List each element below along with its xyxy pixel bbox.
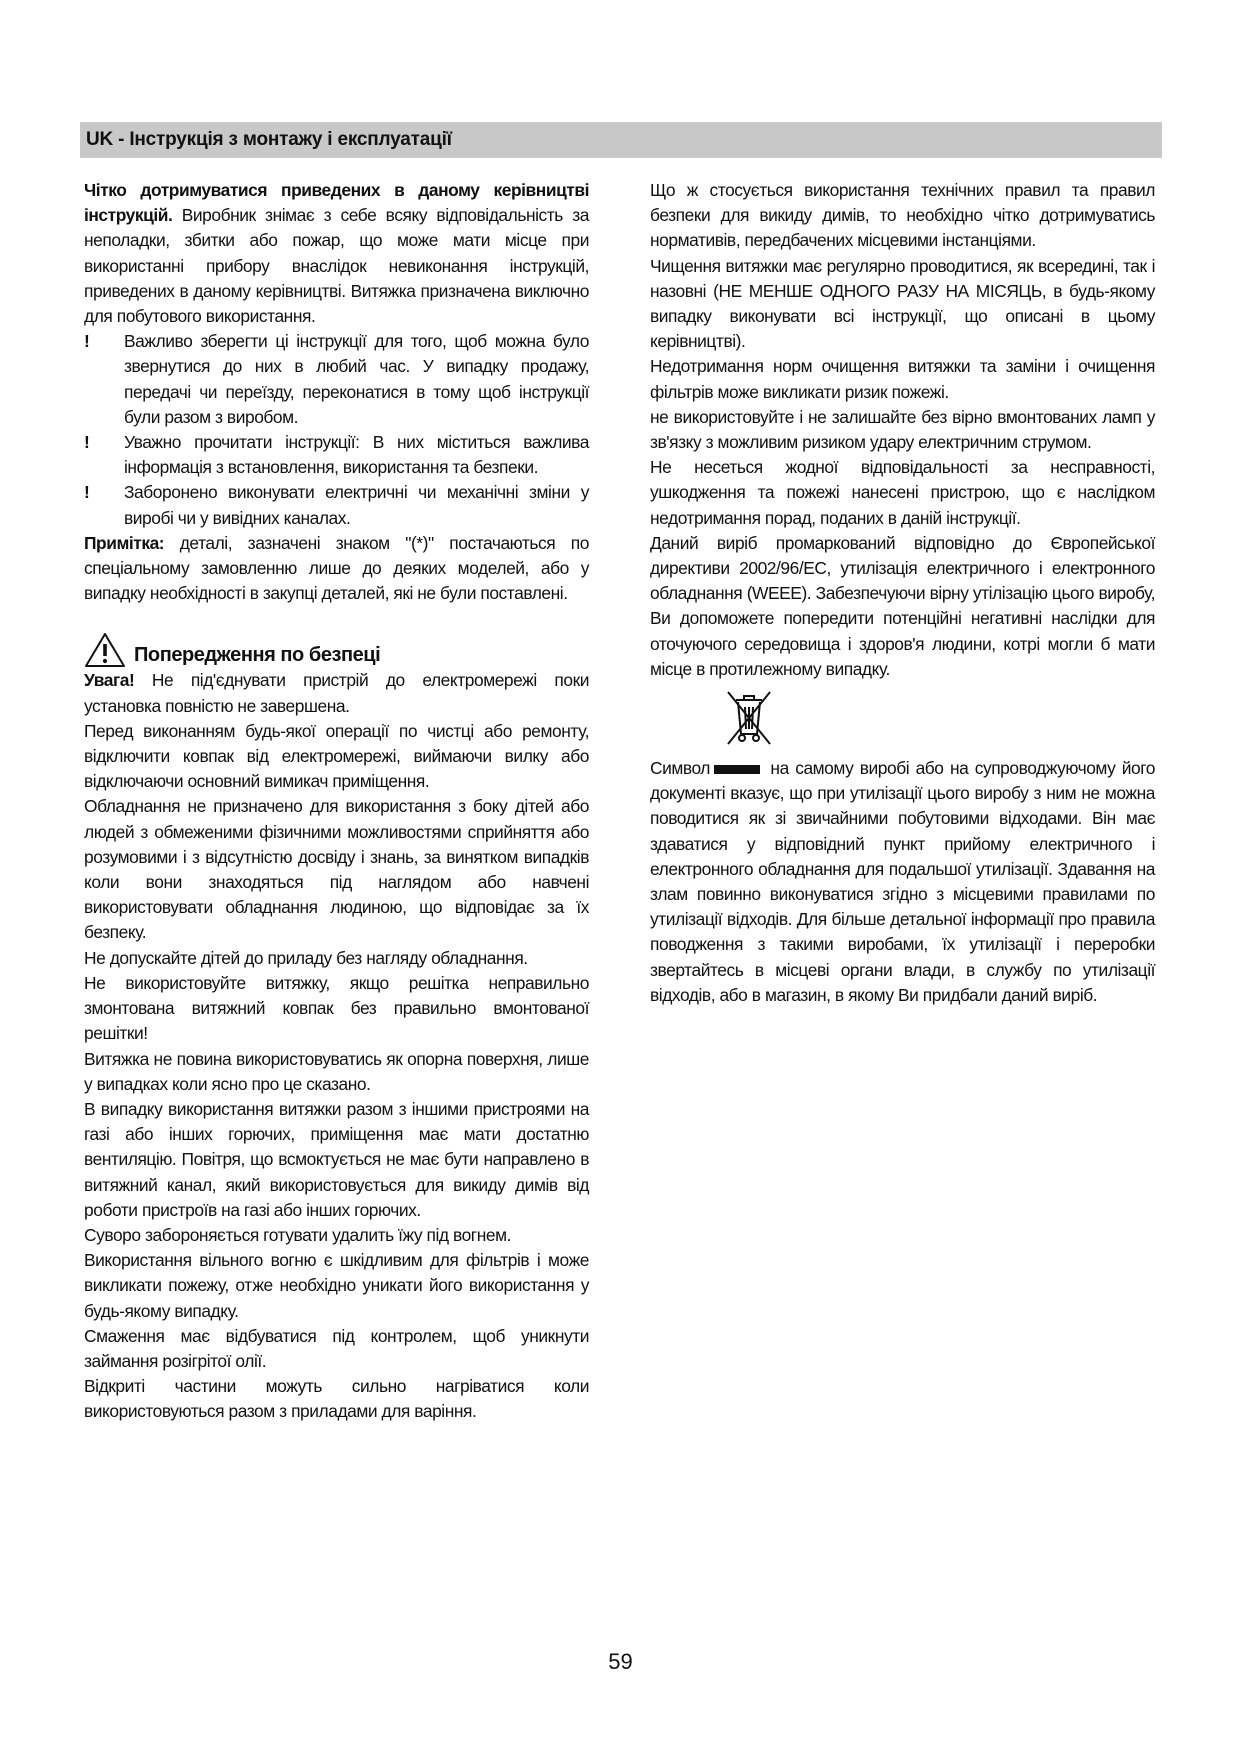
safety-paragraph: Перед виконанням будь-якої операції по чистці або ремонту, відключити ковпак від електромережі, виймаючи вилку або відключаючи основний вимикач приміщення. bbox=[84, 720, 589, 792]
info-paragraph: Недотримання норм очищення витяжки та заміни і очищення фільтрів може викликати ризик пожежі. bbox=[650, 356, 1155, 402]
info-paragraph: Даний виріб промаркований відповідно до Європейської директиви 2002/96/ЕС, утилізація електричного і електронного обладнання (WEEE). Забезпечуючи вірну утілізацію цього виробу, Ви допоможете попередити потенційні негативні наслідки для оточуючого середовища і здоров'я людини, котрі могли б мати місце в протилежному випадку. bbox=[650, 532, 1155, 679]
safety-heading-text: Попередження по безпеці bbox=[134, 644, 381, 667]
right-column bbox=[650, 178, 1155, 1008]
bullet-item bbox=[84, 329, 589, 430]
symbol-paragraph bbox=[650, 756, 1155, 1008]
safety-paragraph: Обладнання не призначено для використання з боку дітей або людей з обмеженими фізичними можливостями сприйняття або розумовими і з відсутністю досвіду і знань, за винятком випадків коли вони знаходяться під наглядом або навчені використовувати обладнання людиною, що відповідає за їх безпеку. bbox=[84, 796, 589, 943]
page-number: 59 bbox=[608, 1649, 633, 1674]
exclamation-icon: ! bbox=[84, 482, 90, 503]
symbol-label: Символ bbox=[650, 758, 711, 779]
safety-heading bbox=[84, 632, 589, 668]
section-header bbox=[80, 122, 1162, 158]
safety-paragraph: Відкриті частини можуть сильно нагріватися коли використовуються разом з приладами для варіння. bbox=[84, 1376, 589, 1422]
page-title: UK - Інструкція з монтажу і експлуатації bbox=[86, 129, 452, 150]
bullet-text: Уважно прочитати інструкції: В них міститься важлива інформація з встановлення, використання та безпеки. bbox=[124, 432, 589, 478]
note-paragraph bbox=[84, 531, 589, 607]
safety-paragraph: Суворо забороняється готувати удалить їжу під вогнем. bbox=[84, 1224, 511, 1245]
info-paragraph: Що ж стосується використання технічних правил та правил безпеки для викиду димів, то необхідно чітко дотримуватись нормативів, передбачених місцевими інстанціями. bbox=[650, 180, 1155, 251]
safety-paragraph: Витяжка не повина використовуватись як опорна поверхня, лише у випадках коли ясно про це сказано. bbox=[84, 1048, 589, 1094]
attention-label: Увага! bbox=[84, 670, 135, 691]
info-paragraph: не використовуйте і не залишайте без вірно вмонтованих ламп у зв'язку з можливим ризиком удару електричним струмом. bbox=[650, 406, 1155, 453]
note-label: Примітка: bbox=[84, 532, 165, 553]
black-bar-icon bbox=[714, 765, 760, 774]
safety-paragraph: Смаження має відбуватися під контролем, щоб уникнути займання розігрітої олії. bbox=[84, 1325, 589, 1371]
exclamation-icon: ! bbox=[84, 331, 90, 352]
warning-triangle-icon bbox=[84, 632, 126, 668]
safety-paragraph: Не використовуйте витяжку, якщо решітка неправильно змонтована витяжний ковпак без правильно вмонтованої решітки! bbox=[84, 972, 589, 1044]
symbol-text: на самому виробі або на супроводжуючому його документі вказує, що при утилізації цього виробу з ним не можна поводитися як зі звичайними побутовими відходами. Він має здаватися у відповідний пункт прийому електричного і електронного обладнання для подальшої утилізації. Здавання на злам повинно виконуватися згідно з місцевими правилами по утилізації відходів. Для більше детальної інформації про правила поводження з такими виробами, їх утилізації і переробки звертайтесь в місцеві органи влади, в службу по утилізації відходів, або в магазин, в якому Ви придбали даний виріб. bbox=[650, 758, 1155, 1005]
exclamation-icon: ! bbox=[84, 432, 90, 453]
safety-paragraph: Використання вільного вогню є шкідливим для фільтрів і може викликати пожежу, отже необхідно уникати його використання у будь-якому випадку. bbox=[84, 1250, 589, 1321]
safety-paragraph: В випадку використання витяжки разом з іншими пристроями на газі або інших горючих, приміщення має мати достатню вентиляцію. Повітря, що всмоктується не має бути направлено в витяжний канал, який використовується для викиду димів від роботи пристроїв на газі або інших горючих. bbox=[84, 1098, 589, 1220]
left-column bbox=[84, 178, 589, 1425]
safety-paragraph: Не допускайте дітей до приладу без нагляду обладнання. bbox=[84, 947, 528, 968]
bullet-text: Заборонено виконувати електричні чи механічні зміни у виробі чи у вивідних каналах. bbox=[124, 482, 589, 528]
intro-bold: Чітко дотримуватися приведених в даному керівництві інструкцій. bbox=[84, 180, 589, 226]
info-paragraph: Не несеться жодної відповідальності за несправності, ушкодження та пожежі нанесені пристрою, що є наслідком недотримання порад, поданих в даній інструкції. bbox=[650, 457, 1155, 528]
attention-text: Не під'єднувати пристрій до електромережі поки установка повністю не завершена. bbox=[84, 670, 589, 716]
intro-text: Виробник знімає з себе всяку відповідальність за неполадки, збитки або пожар, що може мати місце при використанні прибору внаслідок невиконання інструкцій, приведених в даному керівництві. Витяжка призначена виключно для побутового використання. bbox=[84, 205, 589, 327]
attention-paragraph bbox=[84, 668, 589, 718]
weee-symbol bbox=[722, 688, 1155, 750]
intro-paragraph bbox=[84, 178, 589, 329]
note-text: деталі, зазначені знаком "(*)" постачаються по спеціальному замовленню лише до деяких моделей, або у випадку необхідності в закупці деталей, які не були поставлені. bbox=[84, 532, 589, 604]
crossed-bin-icon bbox=[722, 688, 776, 748]
bullet-item bbox=[84, 480, 589, 530]
bullet-item bbox=[84, 430, 589, 480]
bullet-text: Важливо зберегти ці інструкції для того, щоб можна було звернутися до них в любий час. У випадку продажу, передачі чи переїзду, переконатися в тому щоб інструкції були разом з виробом. bbox=[124, 331, 589, 427]
info-paragraph: Чищення витяжки має регулярно проводитися, як всередині, так і назовні (НЕ МЕНШЕ ОДНОГО РАЗУ НА МІСЯЦЬ, в будь-якому випадку виконувати всі інструкції, що описані в цьому керівництві). bbox=[650, 255, 1155, 352]
